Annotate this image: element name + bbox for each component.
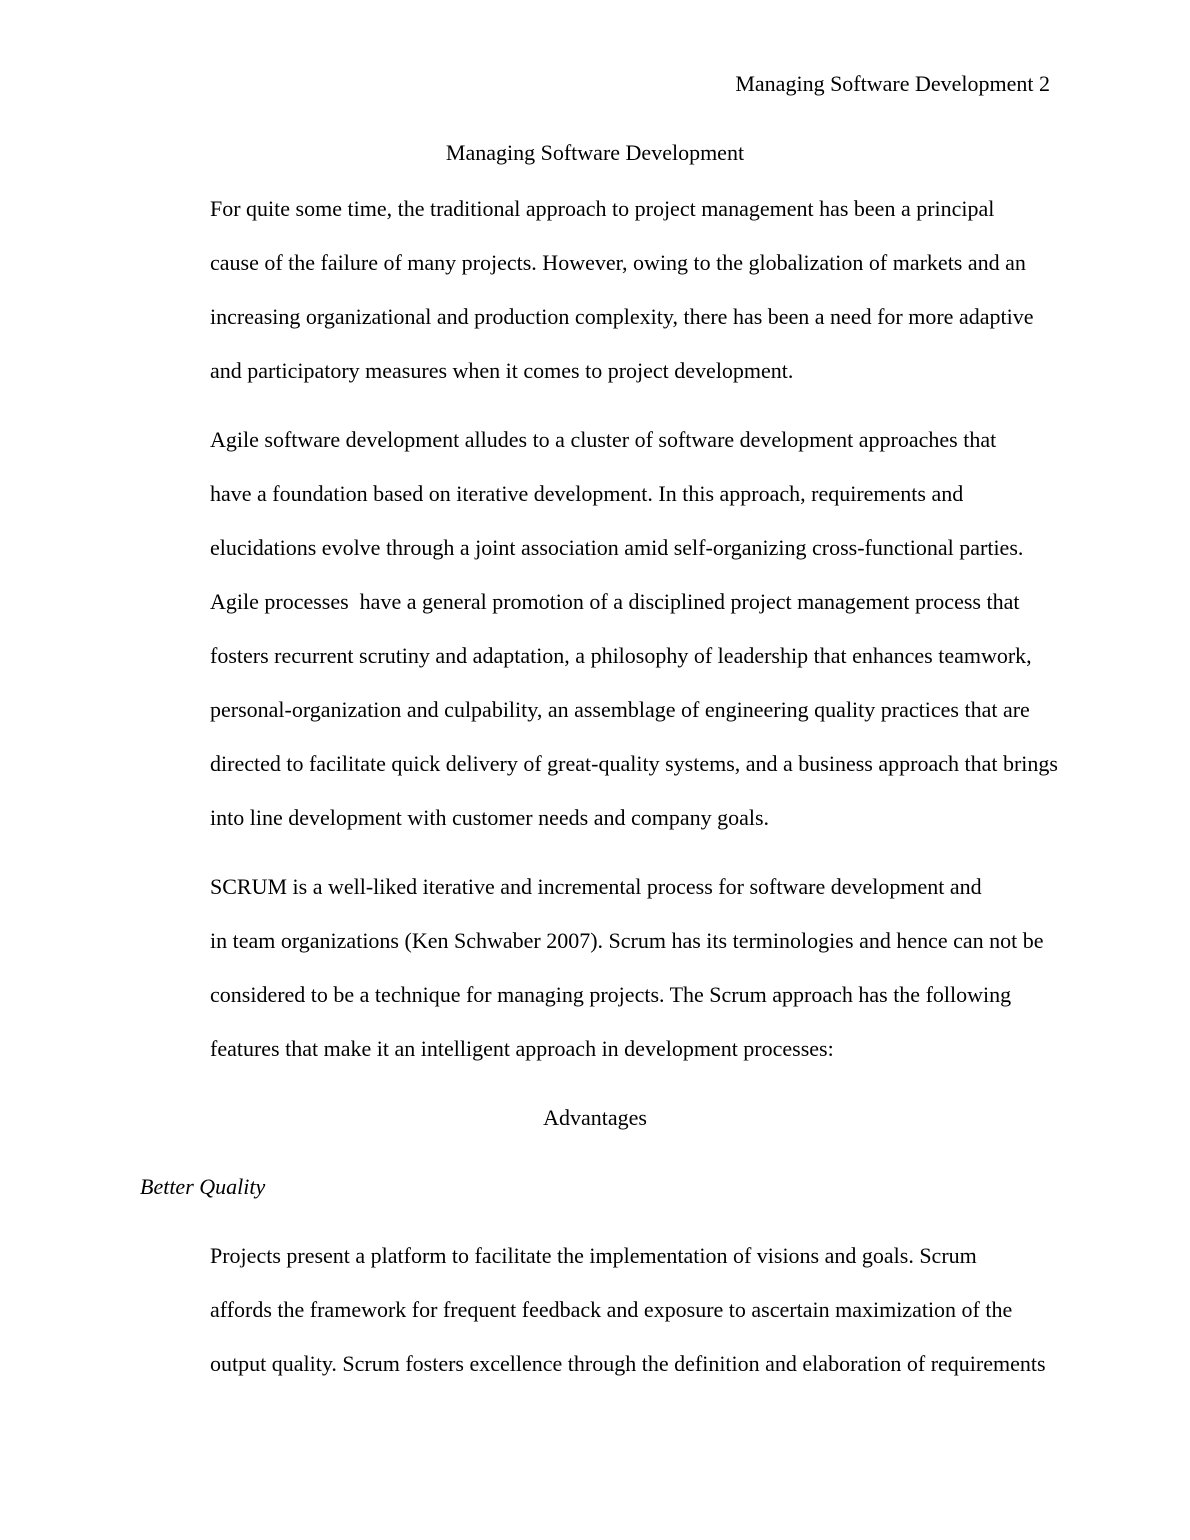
paragraph-line: have a foundation based on iterative development. In this approach, requirements and — [210, 481, 964, 506]
paragraph-line: in team organizations (Ken Schwaber 2007). Scrum has its terminologies and hence can not be — [210, 928, 1044, 953]
running-head: Managing Software Development 2 — [735, 71, 1050, 96]
paragraph-intro — [140, 182, 1050, 398]
paragraph-line: SCRUM is a well-liked iterative and incremental process for software development and — [210, 874, 982, 899]
paragraph-scrum — [140, 860, 1050, 1076]
paragraph-line: considered to be a technique for managing projects. The Scrum approach has the following — [210, 982, 1012, 1007]
paragraph-line: directed to facilitate quick delivery of great-quality systems, and a business approach that brings — [210, 751, 1058, 776]
paragraph-line: affords the framework for frequent feedback and exposure to ascertain maximization of the — [210, 1297, 1013, 1322]
paragraph-line: fosters recurrent scrutiny and adaptation, a philosophy of leadership that enhances teamwork, — [210, 643, 1032, 668]
paragraph-line: features that make it an intelligent approach in development processes: — [210, 1036, 834, 1061]
paragraph-line: output quality. Scrum fosters excellence through the definition and elaboration of requirements — [210, 1351, 1046, 1376]
paragraph-line: For quite some time, the traditional approach to project management has been a principal — [210, 196, 995, 221]
section-heading-advantages: Advantages — [543, 1105, 647, 1130]
paragraph-line: cause of the failure of many projects. However, owing to the globalization of markets and an — [210, 250, 1026, 275]
paragraph-line: Agile processes have a general promotion of a disciplined project management process that — [210, 589, 1020, 614]
document-title: Managing Software Development — [445, 140, 745, 165]
paragraph-line: Projects present a platform to facilitate the implementation of visions and goals. Scrum — [210, 1243, 977, 1268]
paragraph-line: and participatory measures when it comes to project development. — [210, 358, 794, 383]
paragraph-line: Agile software development alludes to a cluster of software development approaches that — [210, 427, 997, 452]
paragraph-line: elucidations evolve through a joint association amid self-organizing cross-functional parties. — [210, 535, 1024, 560]
paragraph-line: increasing organizational and production complexity, there has been a need for more adaptive — [210, 304, 1034, 329]
subsection-heading-better-quality: Better Quality — [140, 1174, 266, 1199]
paragraph-line: personal-organization and culpability, an assemblage of engineering quality practices that are — [210, 697, 1030, 722]
paragraph-better-quality — [140, 1229, 1050, 1391]
document-body — [140, 139, 1058, 1406]
paragraph-agile — [140, 413, 1058, 845]
paragraph-line: into line development with customer needs and company goals. — [210, 805, 770, 830]
